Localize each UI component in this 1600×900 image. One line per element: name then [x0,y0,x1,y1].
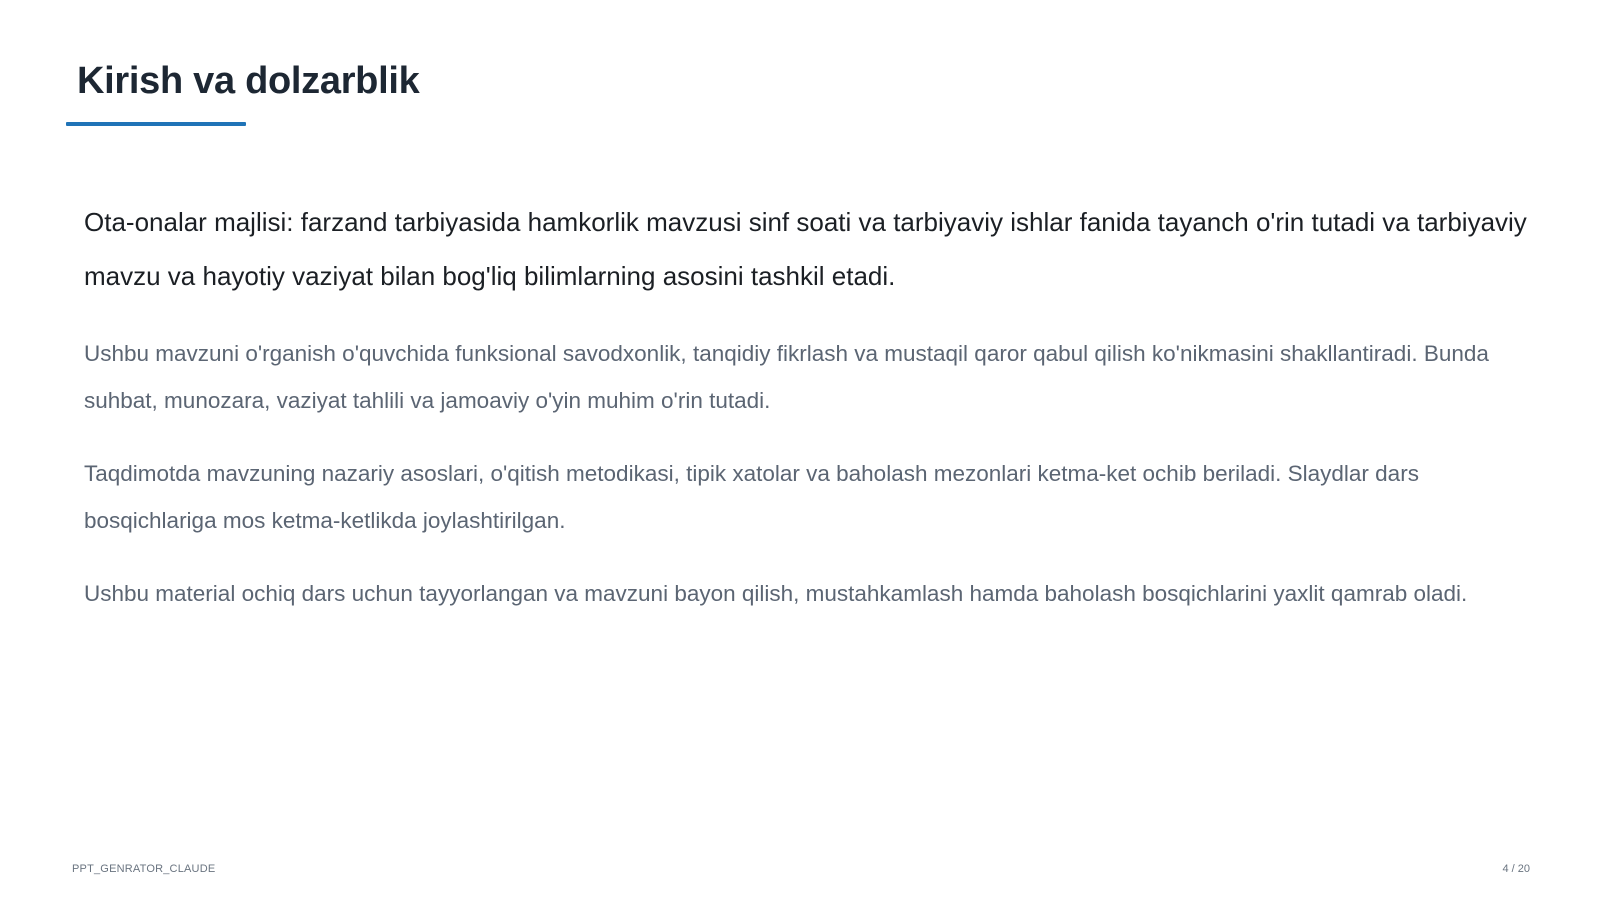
page-number: 4 / 20 [1502,863,1530,875]
title-underline [66,122,246,126]
body-paragraph-1: Ushbu mavzuni o'rganish o'quvchida funksional savodxonlik, tanqidiy fikrlash va mustaqil qaror qabul qilish ko'nikmasini shakllantiradi. Bunda suhbat, munozara, vaziyat tahlili va jamoaviy o'yin muhim o'rin tutadi. [84,341,1489,413]
slide-title: Kirish va dolzarblik [77,60,420,102]
body-paragraph-2: Taqdimotda mavzuning nazariy asoslari, o'qitish metodikasi, tipik xatolar va baholash mezonlari ketma-ket ochib beriladi. Slaydlar dars bosqichlariga mos ketma-ketlikda joylashtirilgan. [84,461,1419,533]
footer-source: PPT_GENRATOR_CLAUDE [72,863,216,875]
lead-paragraph: Ota-onalar majlisi: farzand tarbiyasida hamkorlik mavzusi sinf soati va tarbiyaviy ishlar fanida tayanch o'rin tutadi va tarbiyaviy mavzu va hayotiy vaziyat bilan bog'liq bilimlarning asosini tashkil etadi. [84,207,1527,291]
body-paragraph-3: Ushbu material ochiq dars uchun tayyorlangan va mavzuni bayon qilish, mustahkamlash hamda baholash bosqichlarini yaxlit qamrab oladi. [84,581,1468,606]
